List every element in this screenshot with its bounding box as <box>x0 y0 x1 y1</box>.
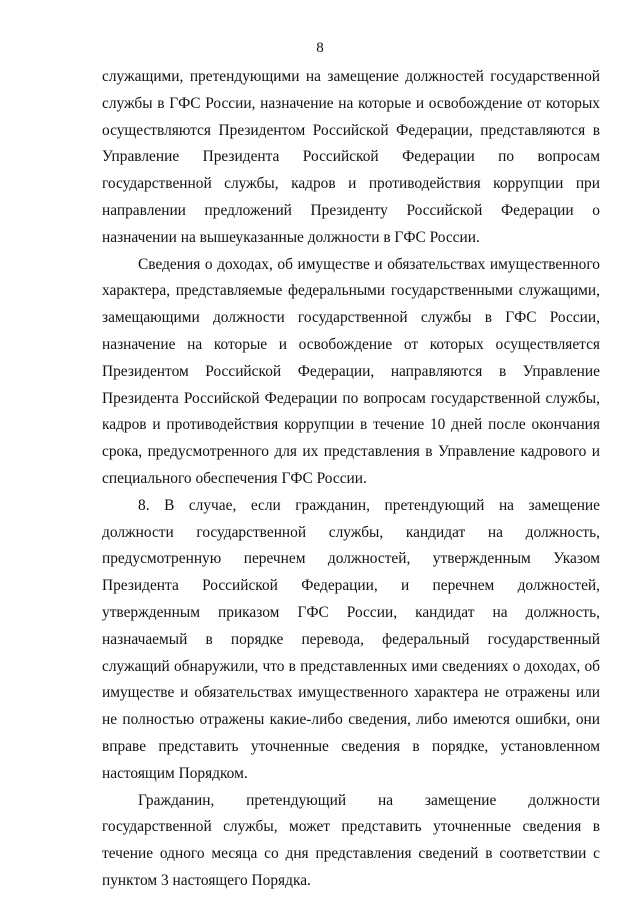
paragraph-citizen-update: Гражданин, претендующий на замещение должности государственной службы, может представить уточненные сведения в течение одного месяца со дня представления сведений в соответствии с пунктом 3 настоящего Порядка. <box>102 791 600 889</box>
paragraph-item-8: 8. В случае, если гражданин, претендующий на замещение должности государственной службы, кандидат на должность, предусмотренную перечнем должностей, утвержденным Указом Президента Российской Федерации, и перечнем должностей, утвержденным приказом ГФС России, кандидат на должность, назначаемый в порядке перевода, федеральный государственный служащий обнаружили, что в представленных ими сведениях о доходах, об имуществе и обязательствах имущественного характера не отражены или не полностью отражены какие-либо сведения, либо имеются ошибки, они вправе представить уточненные сведения в порядке, установленном настоящим Порядком. <box>102 496 600 782</box>
document-body <box>102 64 600 895</box>
paragraph-income-info: Сведения о доходах, об имуществе и обязательствах имущественного характера, представляемые федеральными государственными служащими, замещающими должности государственной службы в ГФС России, назначение на которые и освобождение от которых осуществляется Президентом Российской Федерации, направляются в Управление Президента Российской Федерации по вопросам государственной службы, кадров и противодействия коррупции в течение 10 дней после окончания срока, предусмотренного для их представления в Управление кадрового и специального обеспечения ГФС России. <box>102 255 600 487</box>
page-number: 8 <box>316 40 324 56</box>
paragraph-continuation: служащими, претендующими на замещение должностей государственной службы в ГФС России, назначение на которые и освобождение от которых осуществляются Президентом Российской Федерации, представляются в Управление Президента Российской Федерации по вопросам государственной службы, кадров и противодействия коррупции при направлении предложений Президенту Российской Федерации о назначении на вышеуказанные должности в ГФС России. <box>102 68 600 246</box>
